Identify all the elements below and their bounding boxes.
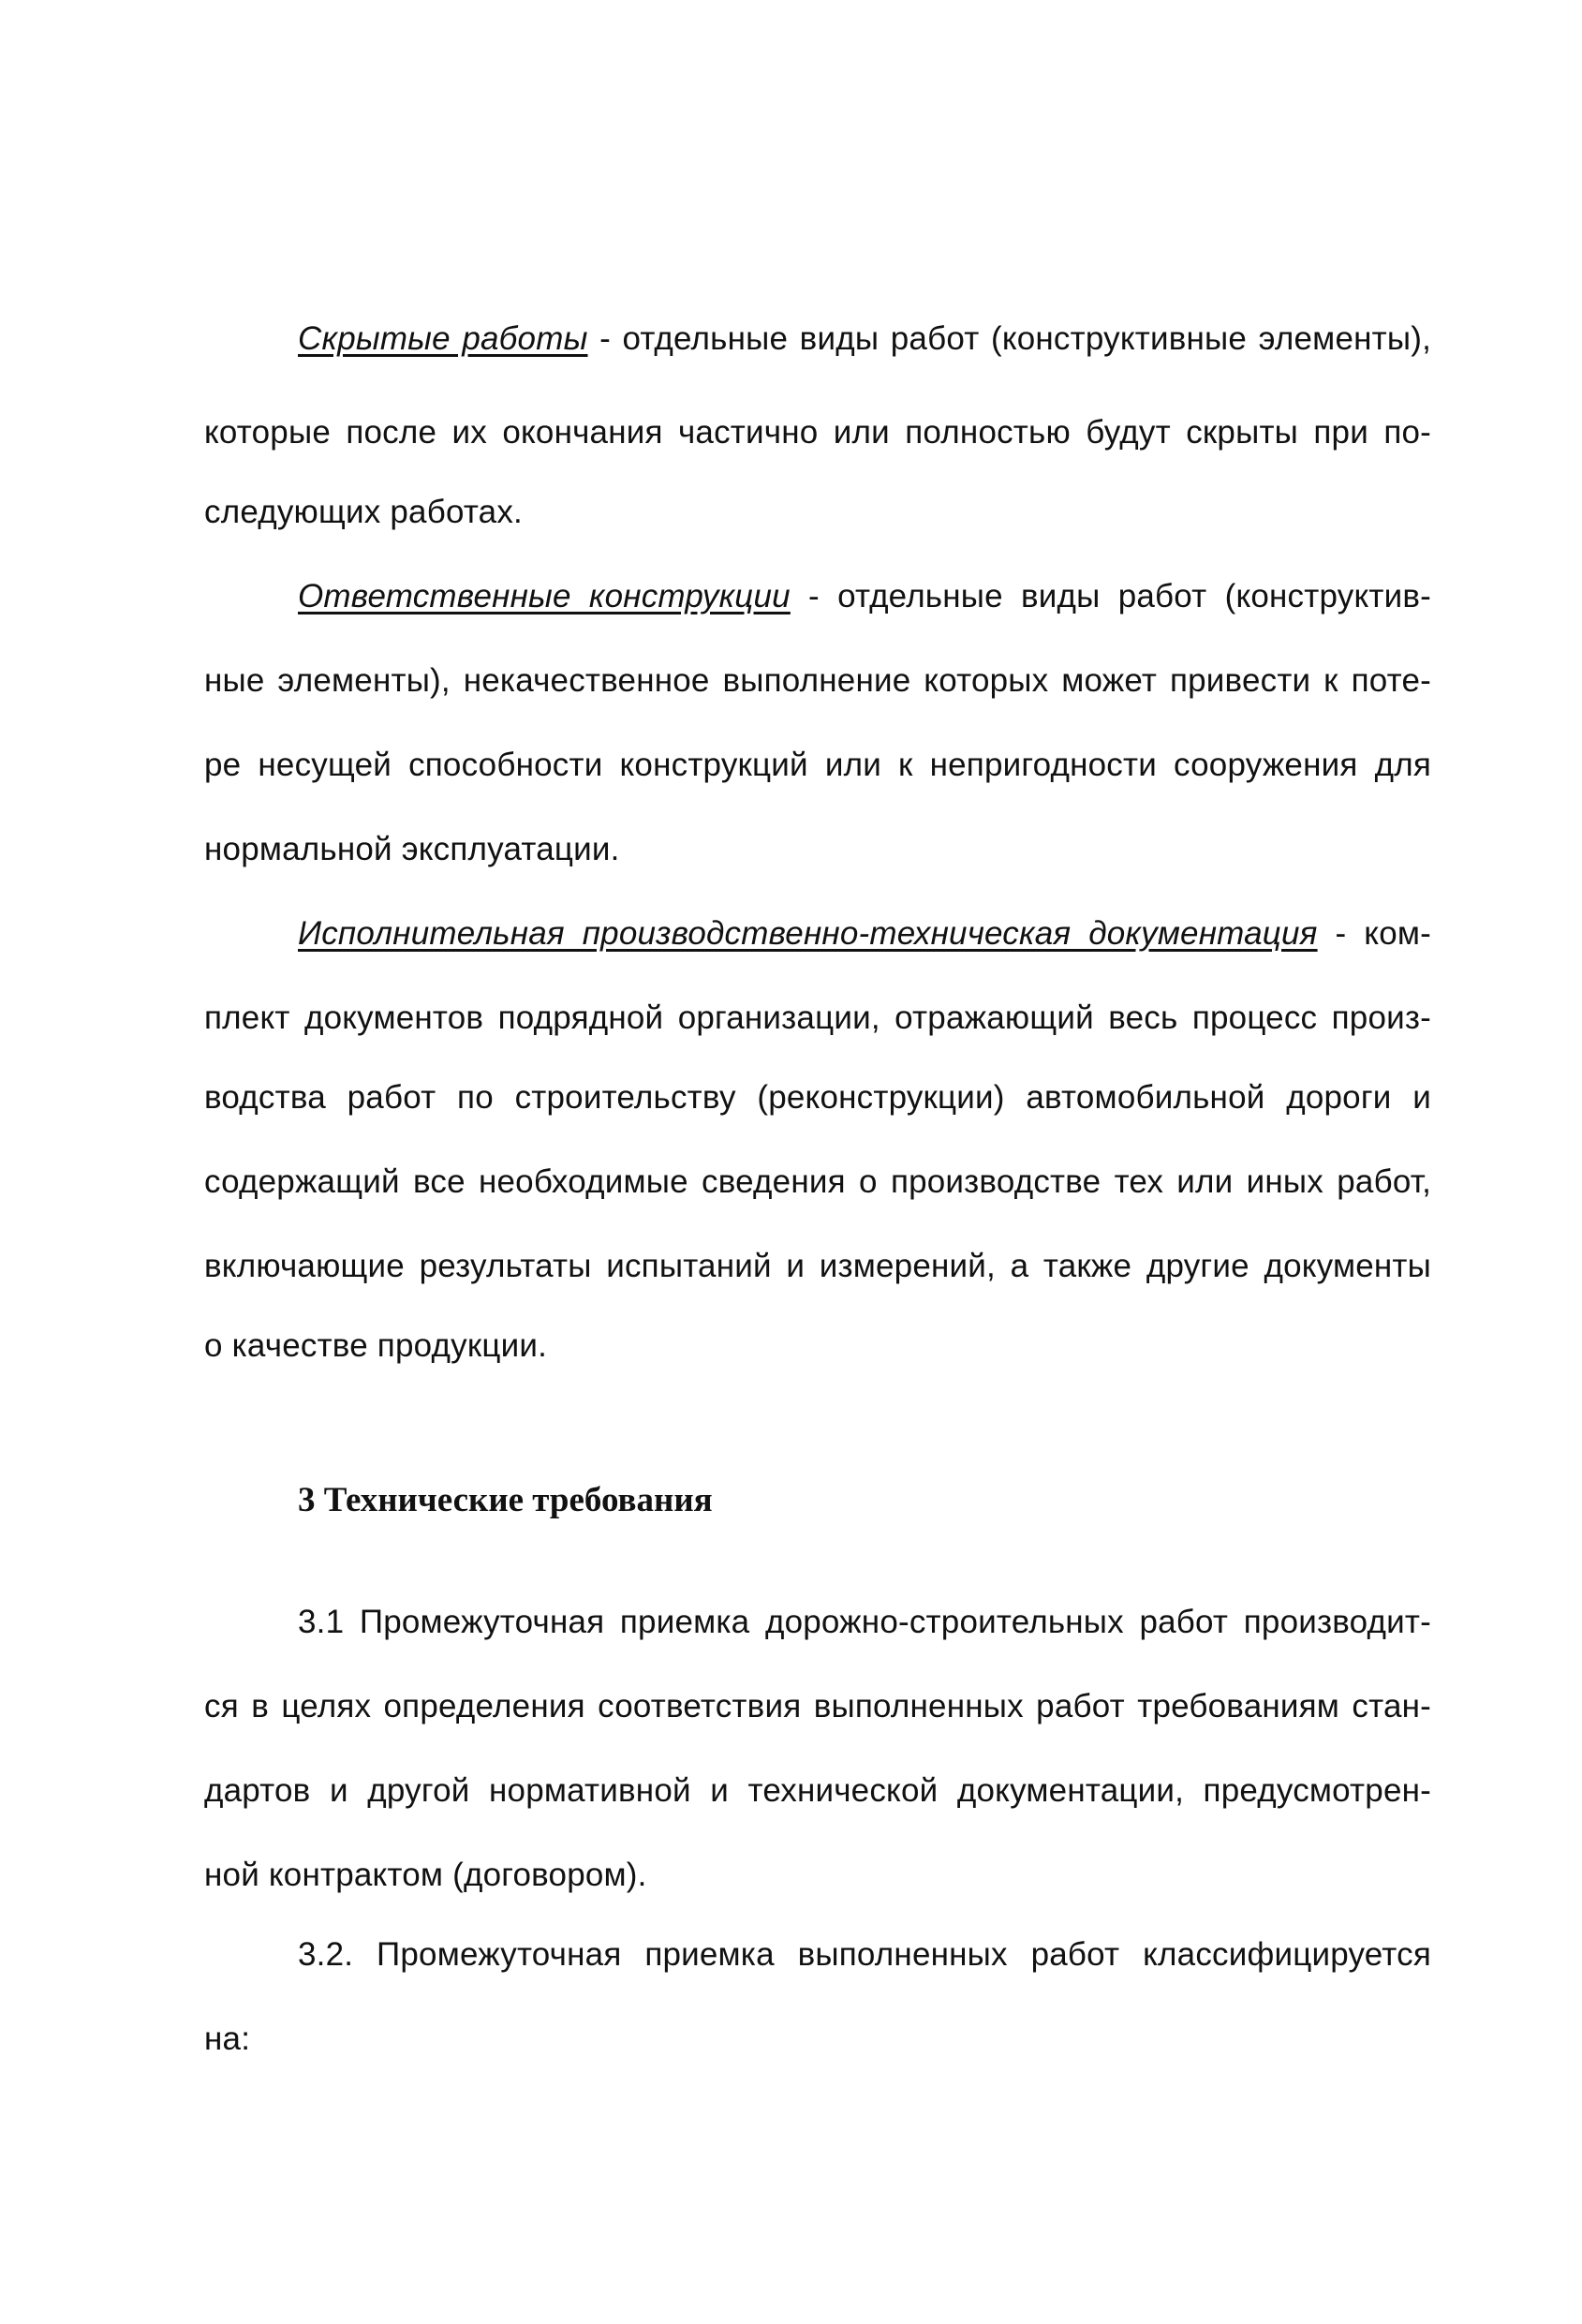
definition-text-line: водства работ по строительству (реконструкции) автомобильной дороги и [204,1079,1431,1116]
definition-text-line: содержащий все необходимые сведения о производстве тех или иных работ, [204,1163,1431,1200]
section-heading: 3 Технические требования [298,1481,713,1519]
definition-text-line: ре несущей способности конструкций или к непригодности сооружения для [204,747,1431,783]
clause-text-line: дартов и другой нормативной и технической документации, предусмотрен- [204,1772,1431,1809]
definition-text-line: о качестве продукции. [204,1327,548,1364]
clause-text-line: ся в целях определения соответствия выполненных работ требованиям стан- [204,1688,1431,1724]
definition-responsible-structures-line-1 [298,576,1431,617]
definition-text-line: которые после их окончания частично или полностью будут скрыты при по- [204,414,1431,451]
definition-hidden-works-line-1 [298,318,1431,360]
term-responsible-structures: Ответственные конструкции [298,578,791,614]
term-as-built-docs: Исполнительная производственно-техническая документация [298,915,1318,952]
definition-text-line: плект документов подрядной организации, отражающий весь процесс произ- [204,999,1431,1036]
clause-text-line: на: [204,2021,251,2057]
clause-3-2-line-1: 3.2. Промежуточная приемка выполненных работ классифицируется [298,1936,1431,1973]
clause-text-line: ной контрактом (договором). [204,1857,647,1893]
term-hidden-works: Скрытые работы [298,320,588,357]
definition-text: - отдельные виды работ (конструктивные элементы), [587,320,1431,357]
definition-text: - ком- [1317,915,1431,952]
definition-text-line: включающие результаты испытаний и измерений, а также другие документы [204,1248,1431,1284]
definition-as-built-docs-line-1 [298,913,1431,955]
definition-text: - отдельные виды работ (конструктив- [790,578,1431,614]
clause-3-1-line-1: 3.1 Промежуточная приемка дорожно-строительных работ производит- [298,1604,1431,1640]
definition-text-line: нормальной эксплуатации. [204,831,620,867]
definition-text-line: ные элементы), некачественное выполнение которых может привести к поте- [204,662,1431,699]
definition-text-line: следующих работах. [204,494,523,530]
